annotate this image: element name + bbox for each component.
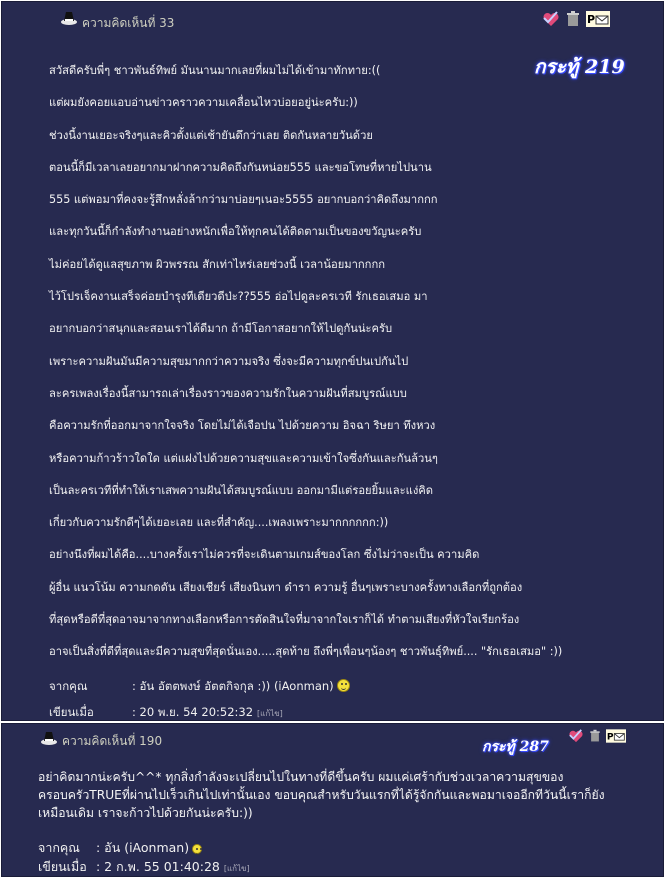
comment-line: ละครเพลงเรื่องนี้สามารถเล่าเรื่องราวของความรักในความฝันที่สมบูรณ์แบบ (49, 386, 407, 400)
reporter-hat-icon (60, 9, 78, 27)
smile-icon (192, 844, 202, 854)
edit-link[interactable]: [แก้ไข] (223, 864, 250, 873)
from-label: จากคุณ (49, 679, 88, 693)
smile-icon (337, 679, 350, 692)
edit-link[interactable]: [แก้ไข] (257, 709, 283, 718)
topic-tag[interactable]: กระทู้ 287 (482, 739, 549, 755)
comment-line: อาจเป็นสิ่งที่ดีที่สุดและมีความสุขที่สุดนั่นเอง.....สุดท้าย ถึงพี่ๆเพื่อนๆน้องๆ ชาวพันธุ์ทิพย์.... "รักเธอเสมอ" :)) (49, 645, 563, 659)
date-label: เขียนเมื่อ (49, 705, 94, 719)
comment-line: สวัสดีครับพี่ๆ ชาวพันธ์ทิพย์ มันนานมากเลยที่ผมไม่ได้เข้ามาทักทาย:(( (49, 64, 381, 77)
from-row (49, 678, 350, 696)
check-heart-icon[interactable] (542, 11, 560, 27)
comment-body: อย่าคิดมากน่ะครับ^^* ทุกสิ่งกำลังจะเปลี่ยนไปในทางที่ดีขึ้นครับ ผมแค่เศร้ากับช่วงเวลาความสุขของครอบครัวTRUEที่ผ่านไปเร็วเกินไปเท่านั้นเอง ขอบคุณสำหรับวันแรกที่ได้รู้จักกันและพอมาเจออีกทีวันนี้เราก็ยังเหมือนเดิม เราจะก้าวไปด้วยกันน่ะครับ:)) (38, 770, 605, 820)
reporter-hat-icon (40, 729, 58, 747)
pm-message-icon[interactable] (586, 11, 610, 27)
post-date: : 2 ก.พ. 55 01:40:28 (96, 859, 220, 874)
comment-line: ที่สุดหรือดีที่สุดอาจมาจากทางเลือกหรือการตัดสินใจที่มาจากใจเราก็ได้ ทำตามเสียงที่หัวใจเรียกร้อง (49, 613, 520, 627)
topic-tag[interactable]: กระทู้ 219 (534, 56, 625, 78)
trash-icon[interactable] (564, 11, 582, 27)
comment-line: ช่วงนี้งานเยอะจริงๆและคิวตั้งแต่เช้ายันดึกว่าเลย ติดกันหลายวันด้วย (49, 128, 373, 142)
comment-line: ตอนนี้ก็มีเวลาเลยอยากมาฝากความคิดถึงกันหน่อย555 และขอโทษที่หายไปนาน (49, 160, 432, 174)
comment-number: ความคิดเห็นที่ 33 (82, 16, 175, 30)
comment-line: ไว้โปรเจ็คงานเสร็จค่อยบำรุงทีเดียวดีป่ะ??555 อ่อไปดูละครเวที รักเธอเสมอ มา (49, 290, 428, 304)
svg-text:P: P (606, 731, 614, 743)
author-name[interactable]: : อัน อัตตพงษ์ อัตตกิจกุล :)) (iAonman) (132, 679, 334, 693)
svg-text:P: P (587, 13, 596, 26)
comment-number: ความคิดเห็นที่ 190 (62, 734, 163, 748)
from-label: จากคุณ (38, 840, 80, 855)
comment-line: เพราะความฝันมันมีความสุขมากกว่าความจริง ซึ่งจะมีความทุกข์ปนเปกันไป (49, 354, 409, 368)
comment-actions (542, 11, 610, 27)
comment-line: เกี่ยวกับความรักดีๆได้เยอะเลย และที่สำคัญ....เพลงเพราะมากกกกกก:)) (49, 516, 389, 530)
from-row (38, 838, 202, 858)
pm-message-icon[interactable] (606, 729, 626, 743)
check-heart-icon[interactable] (568, 729, 584, 743)
comment-33 (1, 1, 664, 721)
author-name[interactable]: : อัน (iAonman) (96, 840, 190, 855)
post-date: : 20 พ.ย. 54 20:52:32 (132, 705, 254, 719)
trash-icon[interactable] (588, 729, 602, 743)
comment-line: เป็นละครเวทีที่ทำให้เราเสพความฝันได้สมบูรณ์แบบ ออกมามีแต่รอยยิ้มและแง่คิด (49, 483, 434, 497)
comment-line: และทุกวันนี้ก็กำลังทำงานอย่างหนักเพื่อให้ทุกคนได้ติดตามเป็นของขวัญนะครับ (49, 225, 422, 239)
comment-line: ผู้อื่น แนวโน้ม ความกดดัน เสียงเชียร์ เสียงนินทา ดำรา ความรู้ อื่นๆเพราะบางครั้งทางเลือกที่ถูกต้อง (49, 580, 523, 594)
comment-line: 555 แต่พอมาที่คงจะรู้สึกหลั่งล้ากว่ามาบ่อยๆเนอะ5555 อยากบอกว่าคิดถึงมากกก (49, 193, 438, 207)
comment-line: แต่ผมยังคอยแอบอ่านข่าวคราวความเคลื่อนไหวบ่อยอยู่น่ะครับ:)) (49, 96, 358, 110)
comment-body (49, 64, 639, 678)
date-row (38, 857, 250, 877)
comment-line: ไม่ค่อยได้ดูแลสุขภาพ ผิวพรรณ สักเท่าไหร่เลยช่วงนี้ เวลาน้อยมากกกก (49, 257, 385, 271)
comment-line: อยากบอกว่าสนุกและสอนเราได้ดีมาก ถ้ามีโอกาสอยากให้ไปดูกันน่ะครับ (49, 322, 393, 336)
date-label: เขียนเมื่อ (38, 859, 87, 874)
comment-line: คือความรักที่ออกมาจากใจจริง โดยไม่ได้เจือปน ไปด้วยความ อิจฉา ริษยา ทึงหวง (49, 419, 436, 433)
comment-actions (568, 729, 626, 743)
comment-line: หรือความก้าวร้าวใดใด แต่แฝงไปด้วยความสุขและความเข้าใจซึ่งกันและกันล้วนๆ (49, 451, 438, 465)
date-row (49, 704, 283, 722)
comment-190 (1, 723, 664, 877)
comment-line: อย่างนึงที่ผมได้คือ....บางครั้งเราไม่ควรที่จะเดินตามเกมส์ของโลก ซึ่งไม่ว่าจะเป็น ความคิด (49, 548, 480, 562)
